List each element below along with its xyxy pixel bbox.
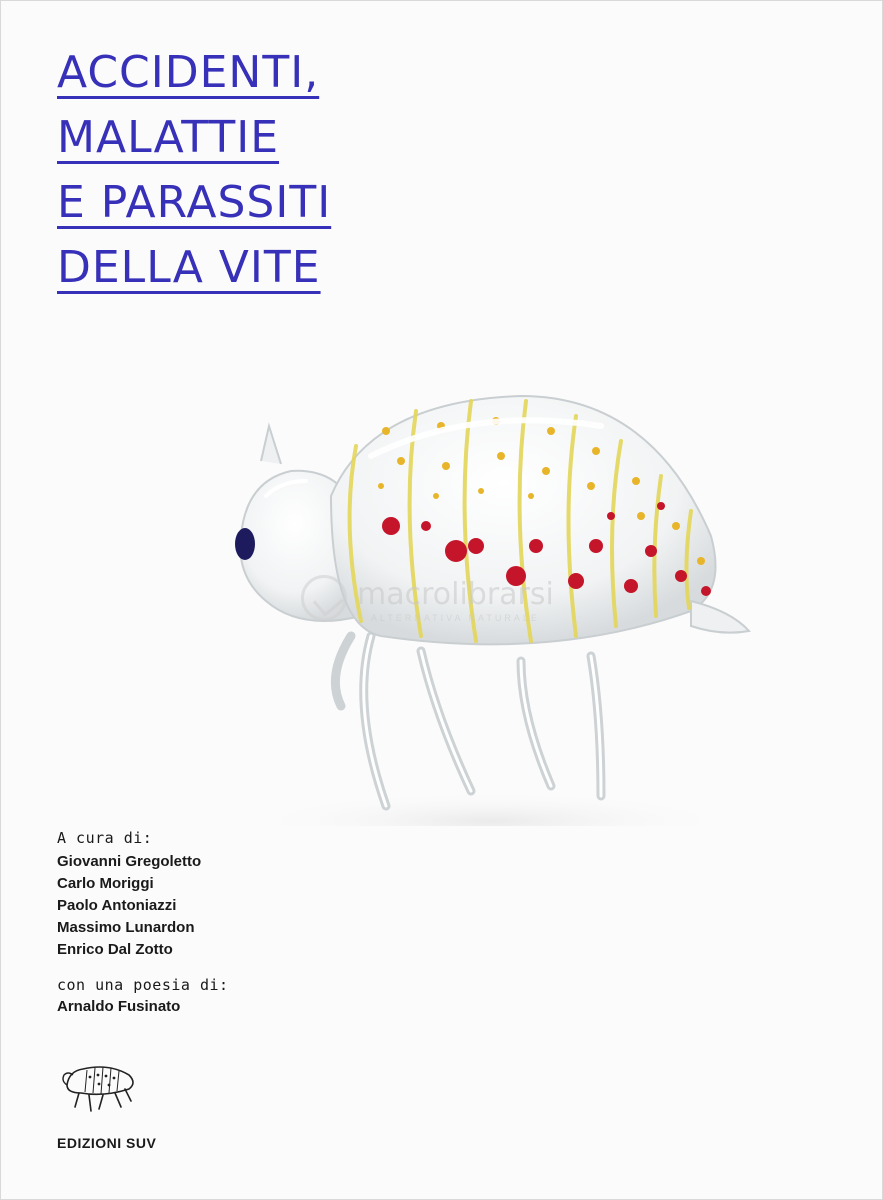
watermark-tagline: ALTERNATIVA NATURALE (371, 613, 540, 623)
editor-name: Carlo Moriggi (57, 875, 154, 892)
watermark-name: macrolibrarsi (357, 577, 554, 612)
editor-name: Massimo Lunardon (57, 919, 195, 936)
title-line: E PARASSITI (57, 177, 332, 228)
leaf-logo-icon (301, 575, 347, 621)
insect-sketch-logo-icon (59, 1057, 139, 1122)
poet-name: Arnaldo Fusinato (57, 998, 181, 1015)
editor-name: Enrico Dal Zotto (57, 941, 173, 958)
editors-list (57, 851, 229, 961)
title-line: MALATTIE (57, 112, 280, 163)
poem-label: con una poesia di: (57, 976, 229, 994)
editors-label: A cura di: (57, 829, 153, 847)
editor-name: Paolo Antoniazzi (57, 897, 177, 914)
title-line: DELLA VITE (57, 242, 321, 293)
editor-name: Giovanni Gregoletto (57, 853, 202, 870)
title-line: ACCIDENTI, (57, 47, 320, 98)
book-title (57, 47, 332, 311)
publisher-name: EDIZIONI SUV (57, 1135, 157, 1151)
watermark (301, 571, 601, 631)
credits (57, 827, 229, 1018)
